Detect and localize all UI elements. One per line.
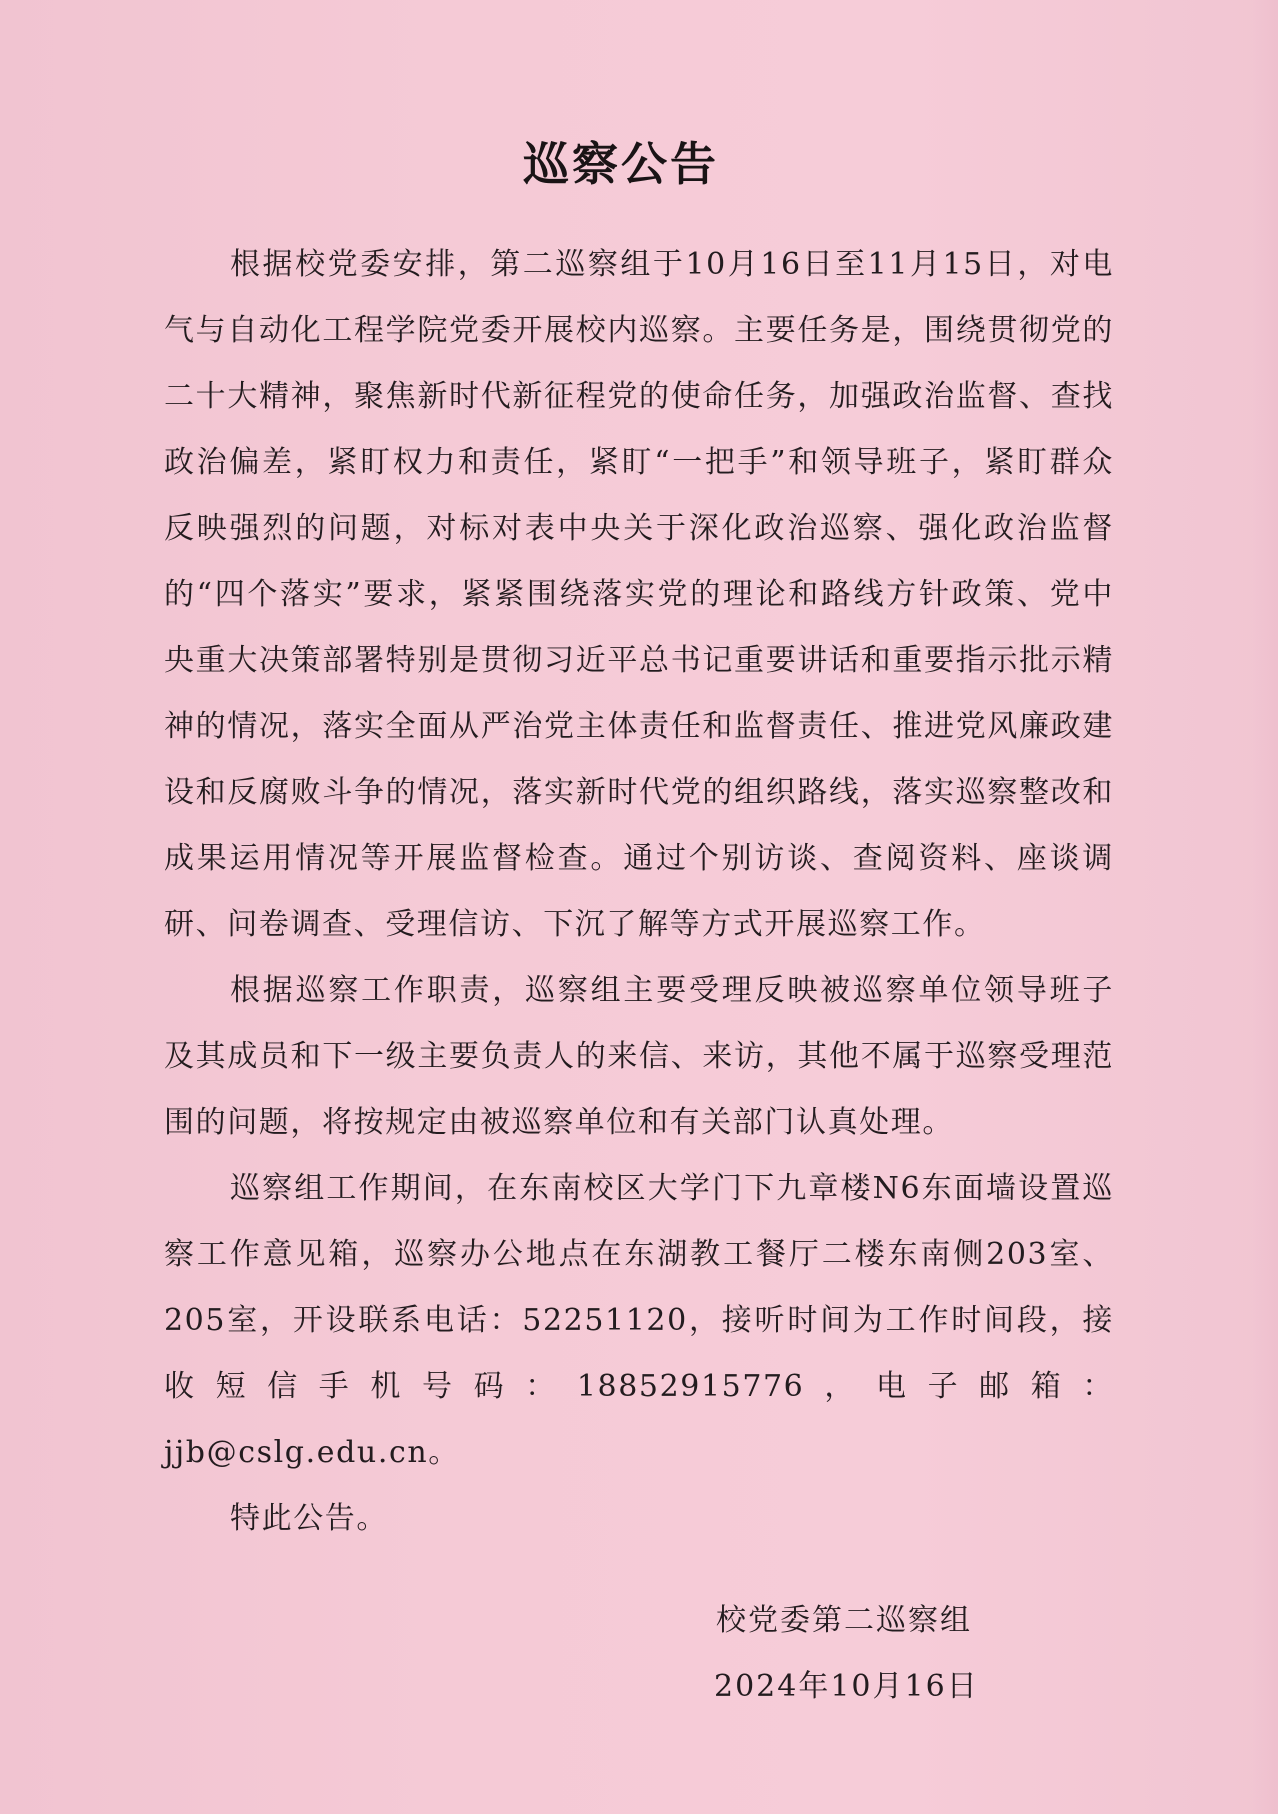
notice-title: 巡察公告: [523, 137, 719, 191]
paragraph-contact-info: 巡察组工作期间，在东南校区大学门下九章楼N6东面墙设置巡察工作意见箱，巡察办公地点在东湖教工餐厅二楼东南侧203室、205室，开设联系电话：52251120，接听时间为工作时间段，接收短信手机号码：18852915776，电子邮箱：jjb@cslg.edu.cn。: [164, 1171, 1114, 1470]
signature-issuer: 校党委第二巡察组: [716, 1603, 972, 1638]
paragraph-inspection-tasks: 根据校党委安排，第二巡察组于10月16日至11月15日，对电气与自动化工程学院党委开展校内巡察。主要任务是，围绕贯彻党的二十大精神，聚焦新时代新征程党的使命任务，加强政治监督、查找政治偏差，紧盯权力和责任，紧盯“一把手”和领导班子，紧盯群众反映强烈的问题，对标对表中央关于深化政治巡察、强化政治监督的“四个落实”要求，紧紧围绕落实党的理论和路线方针政策、党中央重大决策部署特别是贯彻习近平总书记重要讲话和重要指示批示精神的情况，落实全面从严治党主体责任和监督责任、推进党风廉政建设和反腐败斗争的情况，落实新时代党的组织路线，落实巡察整改和成果运用情况等开展监督检查。通过个别访谈、查阅资料、座谈调研、问卷调查、受理信访、下沉了解等方式开展巡察工作。: [164, 247, 1114, 942]
paragraph-acceptance-scope: 根据巡察工作职责，巡察组主要受理反映被巡察单位领导班子及其成员和下一级主要负责人的来信、来访，其他不属于巡察受理范围的问题，将按规定由被巡察单位和有关部门认真处理。: [164, 973, 1114, 1140]
paragraph-closing: 特此公告。: [230, 1501, 388, 1536]
signature-date: 2024年10月16日: [714, 1669, 979, 1704]
signature-block: [716, 1588, 979, 1720]
notice-body: [164, 232, 1114, 1552]
